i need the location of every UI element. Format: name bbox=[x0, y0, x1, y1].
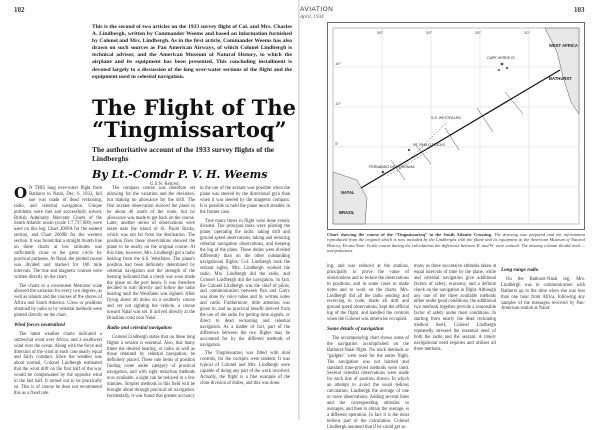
caption-lead: Chart showing the course of the “Tingmissartoq” in the South Atlantic Crossing. bbox=[327, 232, 493, 237]
column-6 bbox=[501, 264, 585, 416]
label-st-paulo: ST. PAULO ROCKS bbox=[413, 143, 445, 147]
cape-verde-island bbox=[498, 69, 500, 71]
lon-tick: 35° bbox=[377, 30, 384, 35]
column-1-lead: N THIS long over-water flight from Bathurst to Natal, Dec. 6, 1933, full use was made of dead reckoning, radio, and celestial navigation. Unique problems were met and successfully solved. British Admiralty Mercator Charts of the South Atlantic ocean (scale 1:7,737,000) were used on this leg: Chart 2069A for the eastern section, and Chart 2069B for the western section. It was found that a straight rhumb line on these charts at low latitudes was sufficiently close to the great circle for practical purposes. At Natal, the plotted course was divided and marked for 100 mile intervals. The true and magnetic courses were written directly on the chart. bbox=[14, 186, 102, 280]
drop-cap: O bbox=[14, 184, 28, 202]
column-4-paragraph: ing, and was reduced at the stations, principally to prove the value of observations and to reduce the observations to positions, and in some cases to make notes and to work on the charts. Mrs. Lindbergh did all the radio sending and receiving in code, made all drift and ground speed observations, kept the official log of the flight, and handled the controls when the Colonel was otherwise occupied. bbox=[327, 264, 409, 323]
column-1 bbox=[14, 186, 102, 416]
st-paulo-rocks bbox=[408, 149, 410, 151]
caption-body: The drawing was prepared and the information reproduced from the original which is now included by the Lindberghs with the plane and its equipment at the American Museum of Natural History. Errata Note: In the course during the calculations the difference between R. and W. were omitted. The missing column should read — interpolations. bbox=[327, 232, 585, 254]
section-heading-radio: Radio and celestial navigation bbox=[107, 324, 172, 331]
magazine-date: April, 1934 bbox=[300, 14, 324, 20]
navigation-chart bbox=[327, 22, 585, 230]
column-2-paragraph: The compass course was therefore set allowing for the variation and the deviation, but making no allowance for the drift. The first sextant observation showed the plane to be about 40 south of the route, but no allowance was made to get back on the course. Later, another series of observations were taken near the island of St. Paulo Rocks, which was not far from the destination. The position fixes these observations showed the plane to be nearly on the original course. At this time, however, Mrs. Lindbergh got a radio bearing from the S.S. Westfalen. The plane's position had been definitely determined by celestial navigation and the strength of the bearing indicated that a check was soon made the plane on the port beam. It was therefore decided to turn directly and follow the radio bearing until the Westfalen was sighted. After flying about 40 miles on a southerly course and yet not sighting the vehicle, a course toward Natal was set. It arrived directly at the Brazilian coast near Natal. bbox=[107, 186, 195, 321]
section-heading-wind: Wind forces neutralized bbox=[14, 321, 65, 328]
label-fernando: FERNANDO DE NORONHA bbox=[369, 165, 415, 169]
cape-verde-island bbox=[506, 67, 508, 69]
running-header bbox=[300, 6, 360, 20]
column-3-paragraph: in the use of the sextant was possible when the plane was steered by the directional gyro than when it was steered by the magnetic compass. It is possible to hold the plane much steadier in the former case. bbox=[200, 186, 290, 215]
label-brazil: BRAZIL bbox=[339, 210, 355, 215]
lon-tick: 30° bbox=[426, 30, 433, 35]
column-4-paragraph-2: The accompanying chart shows some of the navigation accomplished on the Bathurst-Natal flight. No track methods or "gadgets" were used for the entire flight. The navigation was not hurried and standard time-proved methods were used. Several celestial observations were made for each line of position shown. In which an attempt to avoid the usual tedious calculation, Lindbergh the average of one or more observations. Adding several lines and the corresponding altitudes to averages, and then to obtain the average, is a different operation. In fact it is the most tedious part of the calculation. Colonel Lindbergh assumed that if he could get so bbox=[327, 335, 409, 430]
label-westfalen: S.S. WESTFALEN bbox=[431, 116, 461, 120]
article-intro: This is the second of two articles on the 1933 survey flight of Col. and Mrs. Charles A. Lindbergh, written by Commander Weems and based on information furnished by Colonel and Mrs. Lindbergh. As in the first article, Commander Weems has also drawn on such sources as Pan American Airways, of which Colonel Lindbergh is technical adviser, and the American Museum of Natural History, to which the airplane and its equipment has been presented. This concluding installment is devoted largely to a discussion of the long over-water sections of the flight and the equipment used in celestial navigation. bbox=[92, 24, 292, 80]
article-byline bbox=[92, 168, 292, 187]
label-bathurst: BATHURST bbox=[549, 76, 572, 81]
column-3-paragraph-2: True many times in flight were done evenly divided. The principal tasks were piloting the plane, operating the radio, taking drift and ground speed observations, taking and reducing celestial navigation observations, and keeping the log of the plane. These duties were divided differently than on the other outstanding navigational flights; Col. Lindbergh took the sextant sights, Mrs. Lindbergh worked the radio. Mrs. Lindbergh did the radio, and Colonel Lindbergh did the navigation. In fact, the Colonel Lindbergh was the chief of pilots, and communication between Pan and Garry was done by voice tubes and by written notes and cards. Furthermore, little attention was given to, and no practical benefit derived from the use of the radio for getting time signals, or direct to dead reckoning and celestial navigation. As a matter of fact, part of the difference between the two flights may be accounted for by the different methods of navigation. bbox=[200, 218, 290, 348]
section-heading-radio-range: Long range radio bbox=[501, 267, 539, 273]
label-cape-verde: CAPE VERDE IS. bbox=[487, 56, 516, 60]
byline-name: By Lt.-Comdr P. V. H. Weems bbox=[92, 168, 268, 181]
chart-caption bbox=[327, 232, 585, 254]
column-2-paragraph-2: Colonel Lindbergh states that on these long flights a sextant is essential. Also, that many times the desired bearing, or radio as well as those obtained by celestial navigation, be definitely placed. These rule items of position finding come under category of practical navigation, and with sight reduction methods now available, a sight can be reduced in a few minutes. Simpler methods in this field will be brought about through practical air navigation. Incidentally, it was found that greater accuracy bbox=[107, 334, 195, 399]
column-1-paragraph-3: The latest weather charts indicated a somewhat wind over Africa, and a southwest wind over the ocean. Along with the force and direction of the wind in each case nearly equal and fairly constant. Since the weather was about normal, Colonel Lindbergh estimated that the wind drift on the first half of the way would be compensated by the opposite wind in the last half. It turned out to be practically so. This is of course he does not recommend this as a fixed rule. bbox=[14, 331, 102, 396]
lat-tick: 5° bbox=[335, 141, 339, 146]
byline-role: U.S.N. Retired bbox=[150, 182, 179, 187]
column-6-paragraph: On the Bathurst-Natal leg, Mrs. Lindbergh was in communication with Bathurst up to the time when she was less than one hour from Africa, following any samples of the messages received by Pan-American station at Natal: bbox=[501, 276, 585, 312]
label-west-africa: WEST AFRICA bbox=[549, 43, 578, 48]
lon-tick: 20° bbox=[524, 30, 531, 35]
column-5a-paragraph: many as three successive altitudes taken at equal intervals of time by the plane, while and celestial navigation give additional factors of safety, economy, and a definite check on the navigation in flight. Although any one of the three available methods either under good conditions, the additional two methods together provide a reasonable factor of safety under most conditions. In starting from nearly the dead reckoning method itself, Colonel Lindbergh repeatedly stressed the essential need of both the radio and the sextant. A timely navigational need requires and utilizes all three methods. bbox=[414, 264, 496, 352]
article-title: The Flight of The “Tingmissartoq” bbox=[92, 95, 297, 142]
fernando-de-noronha bbox=[382, 171, 385, 174]
section-heading-details: Some details of navigation bbox=[327, 326, 384, 333]
article-subtitle: The authoritative account of the 1933 survey flights of the Lindberghs bbox=[92, 145, 275, 163]
lat-tick: 15° bbox=[335, 61, 342, 66]
lat-tick: 10° bbox=[335, 101, 342, 106]
page-gutter bbox=[298, 0, 300, 420]
column-1-paragraph: The charts to a convenient Mercator scale allowed the variation for every two degrees, as well as islands and the courses of the shores of Africa and South America. Cross or positions obtained by radio or by celestial methods were plotted directly on the chart. bbox=[14, 283, 102, 319]
column-4 bbox=[327, 264, 409, 430]
magazine-title: AVIATION bbox=[300, 6, 334, 13]
cape-verde-island bbox=[501, 63, 504, 66]
column-2 bbox=[107, 186, 195, 416]
column-5a bbox=[414, 264, 496, 416]
lon-tick: 25° bbox=[475, 30, 482, 35]
label-natal: NATAL bbox=[341, 190, 355, 195]
right-page-number: 103 bbox=[574, 6, 585, 14]
column-3 bbox=[200, 186, 290, 416]
left-page-number: 102 bbox=[14, 6, 25, 14]
column-3-paragraph-3: The Tingmissartoq was fitted with dual controls, for the cockpits were tandem. It was typical of Colonel and Mrs. Lindbergh were capable of doing any part of the work involved. Actually, the flight is a fine example of the close division of duties, and this was done. bbox=[200, 351, 290, 386]
